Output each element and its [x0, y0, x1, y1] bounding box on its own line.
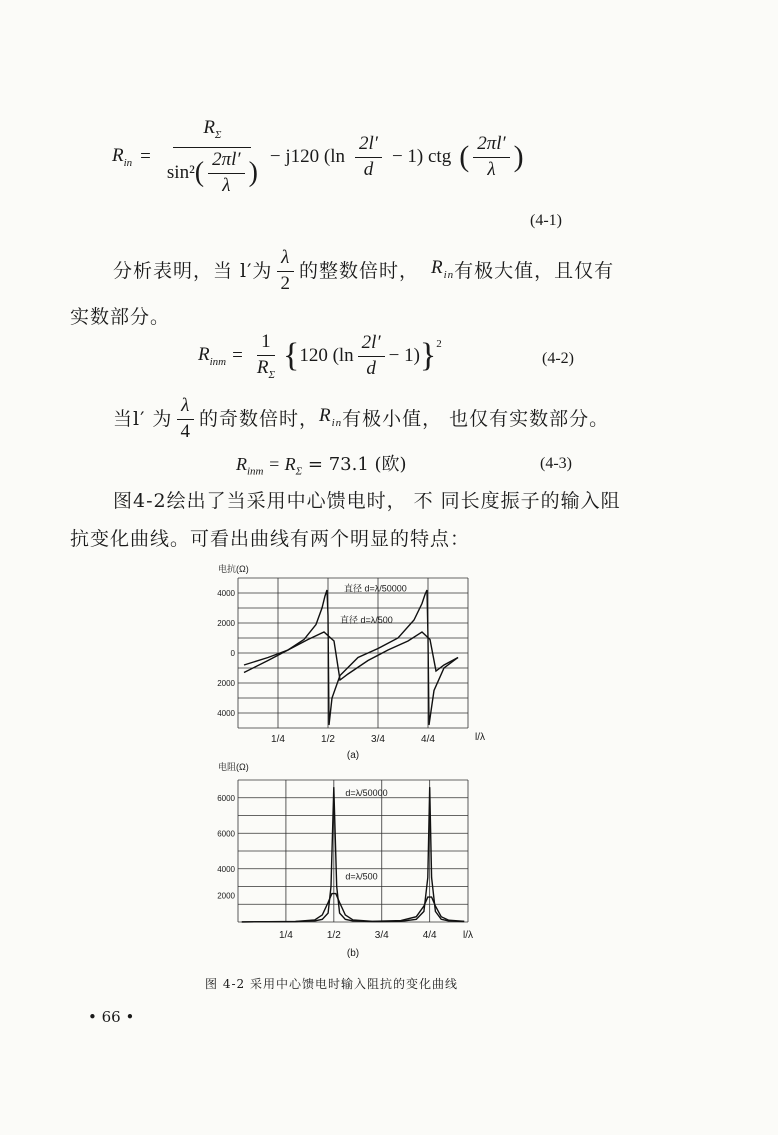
equation-4-1: $R_{in}$ = $R_\Sigma$ sin² ( $\frac{2\pi l'}{\lambda}$ ) − j120 (ln $\frac{2l'}{d}$ − 1) ctg ( $\frac{2\pi l'}{\lambda}$ )	[112, 117, 524, 196]
chart-a-xtick: 1/4	[271, 734, 285, 745]
chart-b-ytick: 6000	[217, 829, 235, 839]
paragraph-1-line-1: 分析表明，当 l′为 $\frac{\lambda}{2}$ 的整数倍时， $R_{in}$ 有极大值，且仅有	[113, 247, 615, 294]
eq2-number: (4-2)	[542, 350, 574, 367]
paragraph-1-line-2: 实数部分。	[70, 306, 171, 328]
eq1-equals: =	[140, 146, 151, 168]
page-number: • 66 •	[88, 1008, 135, 1026]
eq1-ln-fraction: $\frac{2l'}{d}$	[355, 134, 382, 181]
chart-a-series-1	[244, 632, 458, 680]
eq1-tail: − 1) ctg	[391, 146, 452, 168]
chart-a-label-1: 直径 d=λ/500	[340, 615, 393, 625]
eq1-ctg-fraction: $\frac{2\pi l'}{\lambda}$	[473, 134, 509, 181]
paragraph-2: 当l′ 为 $\frac{\lambda}{4}$ 的奇数倍时， $R_{in}$ 有极小值， 也仅有实数部分。	[113, 395, 610, 442]
chart-a-title: (a)	[346, 750, 360, 761]
chart-b-series-1	[242, 894, 464, 922]
chart-a-ytick: 2000	[217, 619, 235, 628]
chart-a-ytick: 2000	[217, 679, 235, 688]
chart-a	[217, 563, 485, 761]
chart-b-title: (b)	[346, 948, 360, 959]
equation-4-2: $R_{inm}$ = $\frac{1}{R_\Sigma}$ { 120 (ln $\frac{2l'}{d}$ − 1) } $^2$	[198, 331, 442, 381]
chart-b-xtick: 3/4	[374, 930, 389, 941]
eq1-lhs: $R_{in}$	[112, 145, 133, 170]
chart-b-xtick: 1/2	[326, 930, 341, 941]
chart-a-series-0	[244, 590, 458, 725]
chart-b-xtick: 1/4	[278, 930, 293, 941]
eq1-main-fraction: $R_\Sigma$ sin² ( $\frac{2\pi l'}{\lambda}$ )	[166, 117, 258, 196]
chart-b	[217, 761, 473, 959]
chart-b-series-0	[242, 787, 464, 922]
eq1-mid: − j120 (ln	[269, 146, 345, 168]
chart-a-xtick: 4/4	[421, 734, 435, 745]
paragraph-3-line-2: 抗变化曲线。可看出曲线有两个明显的特点：	[70, 528, 471, 550]
figure-4-2	[200, 560, 510, 965]
chart-a-xtick: 3/4	[371, 734, 385, 745]
chart-a-ytick: 0	[230, 649, 235, 658]
chart-a-ytick: 4000	[217, 709, 235, 718]
chart-a-label-0: 直径 d=λ/50000	[344, 583, 407, 594]
chart-b-ytick: 2000	[217, 891, 235, 901]
paragraph-3-line-1: 图4-2绘出了当采用中心馈电时， 不 同长度振子的输入阻	[113, 490, 621, 512]
figure-caption: 图 4-2 采用中心馈电时输入阻抗的变化曲线	[205, 977, 458, 991]
chart-b-ytick: 6000	[217, 793, 235, 803]
chart-b-ylabel: 电阻(Ω)	[218, 762, 249, 772]
chart-a-xlabel: l/λ	[475, 732, 485, 743]
equation-4-3: $R_{inm} = R_\Sigma = 73.1$ (欧)	[236, 454, 407, 478]
chart-b-label-1: d=λ/500	[345, 871, 378, 882]
chart-a-grid	[238, 578, 468, 728]
chart-b-ytick: 4000	[217, 864, 235, 874]
chart-b-label-0: d=λ/50000	[345, 787, 388, 798]
eq3-number: (4-3)	[540, 455, 572, 472]
eq1-number: (4-1)	[530, 212, 562, 229]
chart-a-xtick: 1/2	[321, 734, 335, 745]
chart-a-ytick: 4000	[217, 589, 235, 598]
chart-b-xtick: 4/4	[422, 930, 437, 941]
chart-b-xtick: l/λ	[463, 930, 473, 941]
chart-a-ylabel: 电抗(Ω)	[218, 564, 249, 574]
